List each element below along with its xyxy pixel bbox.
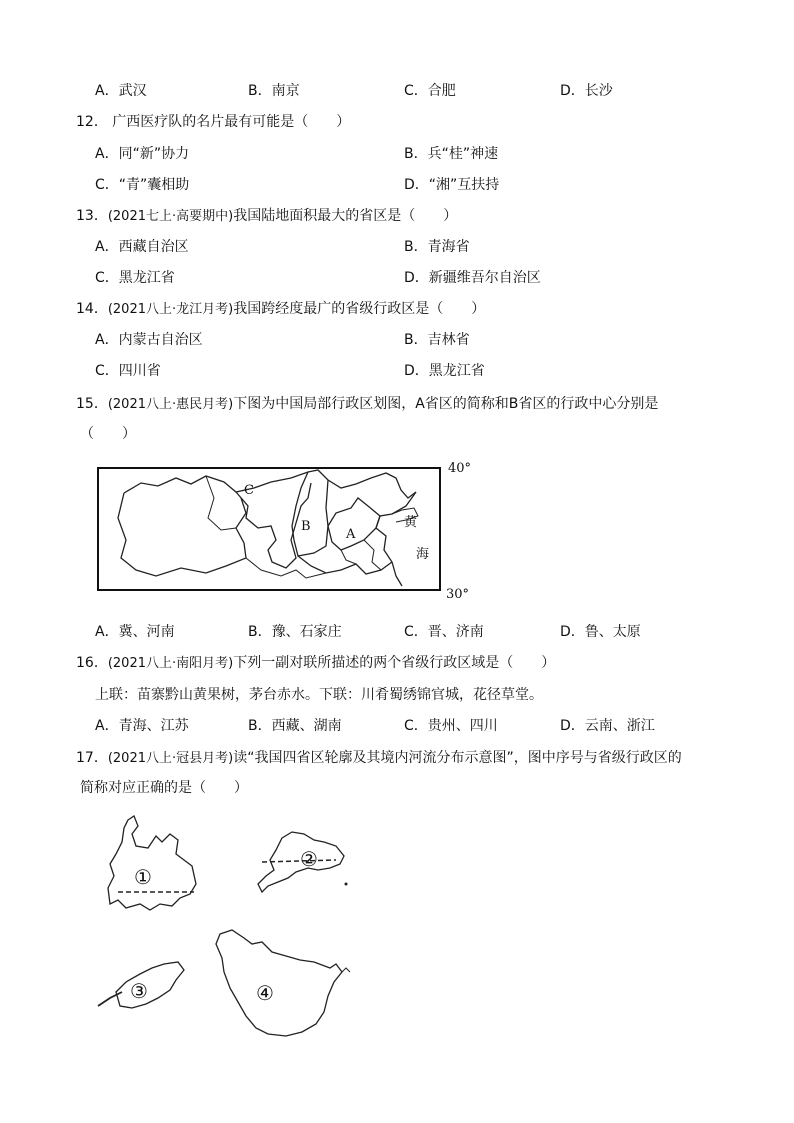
- q13-option-d: D．新疆维吾尔自治区: [404, 270, 541, 286]
- q15-stem: 下图为中国局部行政区划图，A省区的简称和B省区的行政中心分别是: [233, 396, 659, 412]
- q15-option-a: A．冀、河南: [95, 624, 175, 640]
- q12-number: 12．: [76, 114, 108, 130]
- shape-2-river: [262, 860, 336, 862]
- q17-number: 17．: [76, 750, 108, 766]
- shape-4-river: [342, 968, 350, 972]
- shape-1-outline: [108, 816, 196, 910]
- shape-1-label: ①: [134, 865, 152, 889]
- q13-option-c: C．黑龙江省: [95, 270, 175, 286]
- shape-4-label: ④: [256, 981, 274, 1005]
- q15-stem-continued: （ ）: [80, 426, 136, 442]
- shape-4-outline: [216, 930, 342, 1036]
- q14-option-a: A．内蒙古自治区: [95, 332, 203, 348]
- q11-option-d: D．长沙: [560, 83, 613, 99]
- map-label-a: A: [346, 527, 356, 542]
- q14-source: (2021八上·龙江月考): [107, 302, 234, 317]
- q12-stem: 广西医疗队的名片最有可能是（ ）: [112, 114, 351, 130]
- q15-option-c: C．晋、济南: [404, 624, 484, 640]
- q11-option-b: B．南京: [248, 83, 300, 99]
- q17-province-outlines: [96, 812, 366, 1044]
- q16-stem-line: [76, 653, 555, 674]
- q16-stem: 下列一副对联所描述的两个省级行政区域是（ ）: [233, 655, 556, 671]
- q12-option-d: D．“湘”互扶持: [404, 177, 500, 193]
- q12-stem-line: [76, 112, 350, 132]
- q17-stem-line: [76, 748, 682, 769]
- q15-number: 15．: [76, 396, 108, 412]
- q17-source: (2021八上·冠县月考): [107, 751, 234, 766]
- q14-stem: 我国跨经度最广的省级行政区是（ ）: [233, 301, 486, 317]
- q14-option-c: C．四川省: [95, 363, 161, 379]
- q16-option-b: B．西藏、湖南: [248, 718, 342, 734]
- q13-option-a: A．西藏自治区: [95, 239, 189, 255]
- q15-stem-line: [76, 394, 658, 415]
- q17-stem-continued: 简称对应正确的是（ ）: [80, 780, 248, 796]
- q13-stem: 我国陆地面积最大的省区是（ ）: [233, 208, 458, 224]
- q15-option-b: B．豫、石家庄: [248, 624, 342, 640]
- map-lat-bottom: 30°: [446, 587, 470, 602]
- q13-stem-line: [76, 206, 457, 227]
- shape-2-label: ②: [300, 847, 318, 871]
- q16-option-d: D．云南、浙江: [560, 718, 655, 734]
- q13-source: (2021七上·高要期中): [107, 209, 234, 224]
- q14-option-b: B．吉林省: [404, 332, 470, 348]
- q15-option-d: D．鲁、太原: [560, 624, 641, 640]
- shape-3-label: ③: [130, 979, 148, 1003]
- q12-option-c: C．“青”囊相助: [95, 177, 190, 193]
- q12-option-a: A．同“新”协力: [95, 146, 190, 162]
- q16-option-a: A．青海、江苏: [95, 718, 189, 734]
- map-sea-char-2: 海: [416, 547, 430, 562]
- q13-number: 13．: [76, 208, 108, 224]
- q12-option-b: B．兵“桂”神速: [404, 146, 499, 162]
- q14-number: 14．: [76, 301, 108, 317]
- q11-option-c: C．合肥: [404, 83, 456, 99]
- map-frame: [98, 468, 440, 590]
- shape-3-outline: [116, 962, 184, 1008]
- q17-stem: 读“我国四省区轮廓及其境内河流分布示意图”，图中序号与省级行政区的: [233, 750, 682, 766]
- map-lat-top: 40°: [448, 461, 472, 476]
- map-label-c: C: [244, 483, 254, 498]
- q16-option-c: C．贵州、四川: [404, 718, 498, 734]
- q16-number: 16．: [76, 655, 108, 671]
- q16-couplet: 上联：苗寨黔山黄果树，茅台赤水。下联：川肴蜀绣锦官城，花径草堂。: [95, 687, 543, 703]
- map-label-b: B: [301, 519, 311, 534]
- q15-source: (2021八上·惠民月考): [107, 397, 234, 412]
- map-sea-char-1: 黄: [404, 515, 418, 530]
- q15-admin-map: [96, 458, 476, 608]
- q13-option-b: B．青海省: [404, 239, 470, 255]
- q14-option-d: D．黑龙江省: [404, 363, 485, 379]
- q14-stem-line: [76, 299, 485, 320]
- q16-source: (2021八上·南阳月考): [107, 656, 234, 671]
- q11-option-a: A．武汉: [95, 83, 147, 99]
- shape-2-island: [345, 883, 348, 886]
